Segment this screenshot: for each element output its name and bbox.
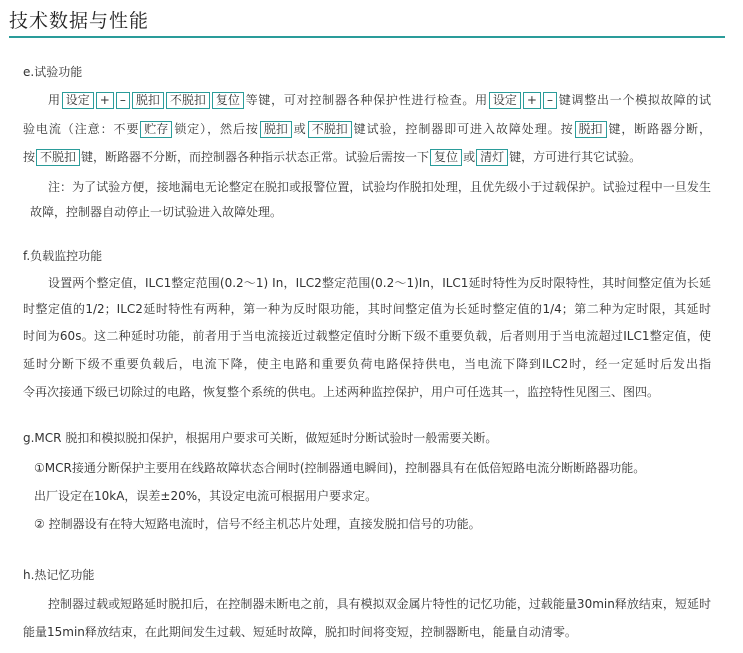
- key-reset: 复位: [212, 92, 244, 109]
- section-e-line-3: [23, 149, 641, 166]
- section-e-note-1: 注：为了试验方便，接地漏电无论整定在脱扣或报警位置，试验均作脱扣处理，且优先级小于过载保护。试验过程中一旦发生: [48, 180, 711, 194]
- page-title: 技术数据与性能: [9, 10, 150, 32]
- section-f-line-3: 时间为60s。这二种延时功能，前者用于当电流接近过载整定值时分断下级不重要负载，后者则用于当电流超过ILC1整定值，使: [23, 329, 711, 343]
- section-f-line-1: 设置两个整定值，ILC1整定范围(0.2～1) In，ILC2整定范围(0.2～1)In，ILC1延时特性为反时限特性，其时间整定值为长延: [48, 276, 711, 290]
- section-f-heading: f.负载监控功能: [23, 249, 103, 263]
- section-f-line-2: 时整定值的1/2；ILC2延时特性有两种，第一种为反时限功能，其时间整定值为长延时整定值的1/4；第二种为定时限，其延时: [23, 302, 711, 316]
- title-rule: [9, 36, 725, 38]
- text-segment: 等键，可对控制器各种保护性进行检查。用: [244, 93, 488, 107]
- key-store: 贮存: [140, 121, 172, 138]
- key-trip: 脱扣: [575, 121, 607, 138]
- key-no-trip: 不脱扣: [166, 92, 210, 109]
- text-segment: 验电流（注意：不要: [23, 122, 140, 136]
- section-g-line-3: ② 控制器设有在特大短路电流时，信号不经主机芯片处理，直接发脱扣信号的功能。: [34, 517, 481, 531]
- section-g-line-1: ①MCR接通分断保护主要用在线路故障状态合闸时(控制器通电瞬间)，控制器具有在低倍短路电流分断断路器功能。: [34, 461, 646, 475]
- key-set: 设定: [489, 92, 521, 109]
- text-segment: 锁定），然后按: [173, 122, 259, 136]
- key-set: 设定: [62, 92, 94, 109]
- section-f-line-5: 令再次接通下级已切除过的电路，恢复整个系统的供电。上述两种监控保护，用户可任选其一，监控特性见图三、图四。: [23, 385, 660, 399]
- section-e-line-2: [23, 121, 711, 138]
- key-no-trip: 不脱扣: [36, 149, 80, 166]
- text-segment: 键调整出一个模拟故障的试: [557, 93, 711, 107]
- key-trip: 脱扣: [132, 92, 164, 109]
- section-h-heading: h.热记忆功能: [23, 568, 95, 582]
- text-segment: 键，断路器分断，: [607, 122, 711, 136]
- section-g-heading: g.MCR 脱扣和模拟脱扣保护，根据用户要求可关断，做短延时分断试验时一般需要关断。: [23, 431, 498, 445]
- key-trip: 脱扣: [260, 121, 292, 138]
- key-minus: –: [543, 92, 557, 109]
- section-f-line-4: 延时分断下级不重要负载后，电流下降，使主电路和重要负荷电路保持供电，当电流下降到ILC2时，经一定延时后发出指: [23, 357, 711, 371]
- text-segment: 用: [48, 93, 61, 107]
- key-clear-light: 清灯: [476, 149, 508, 166]
- text-segment: 键，方可进行其它试验。: [509, 150, 642, 164]
- text-segment: 键试验，控制器即可进入故障处理。按: [352, 122, 574, 136]
- key-no-trip: 不脱扣: [308, 121, 352, 138]
- text-segment: 或: [463, 150, 476, 164]
- text-segment: 或: [292, 122, 307, 136]
- section-e-heading: e.试验功能: [23, 65, 83, 79]
- key-plus: +: [96, 92, 114, 109]
- section-e-note-2: 故障，控制器自动停止一切试验进入故障处理。: [30, 205, 283, 219]
- text-segment: 键，断路器不分断，而控制器各种指示状态正常。试验后需按一下: [81, 150, 430, 164]
- section-h-line-1: 控制器过载或短路延时脱扣后，在控制器未断电之前，具有模拟双金属片特性的记忆功能，过载能量30min释放结束，短延时: [48, 597, 711, 611]
- section-g-line-2: 出厂设定在10kA，误差±20%，其设定电流可根据用户要求定。: [34, 489, 378, 503]
- section-e-line-1: [48, 92, 711, 109]
- text-segment: 按: [23, 150, 36, 164]
- key-plus: +: [523, 92, 541, 109]
- key-minus: –: [116, 92, 130, 109]
- key-reset: 复位: [430, 149, 462, 166]
- section-h-line-2: 能量15min释放结束，在此期间发生过载、短延时故障，脱扣时间将变短，控制器断电，能量自动清零。: [23, 625, 577, 639]
